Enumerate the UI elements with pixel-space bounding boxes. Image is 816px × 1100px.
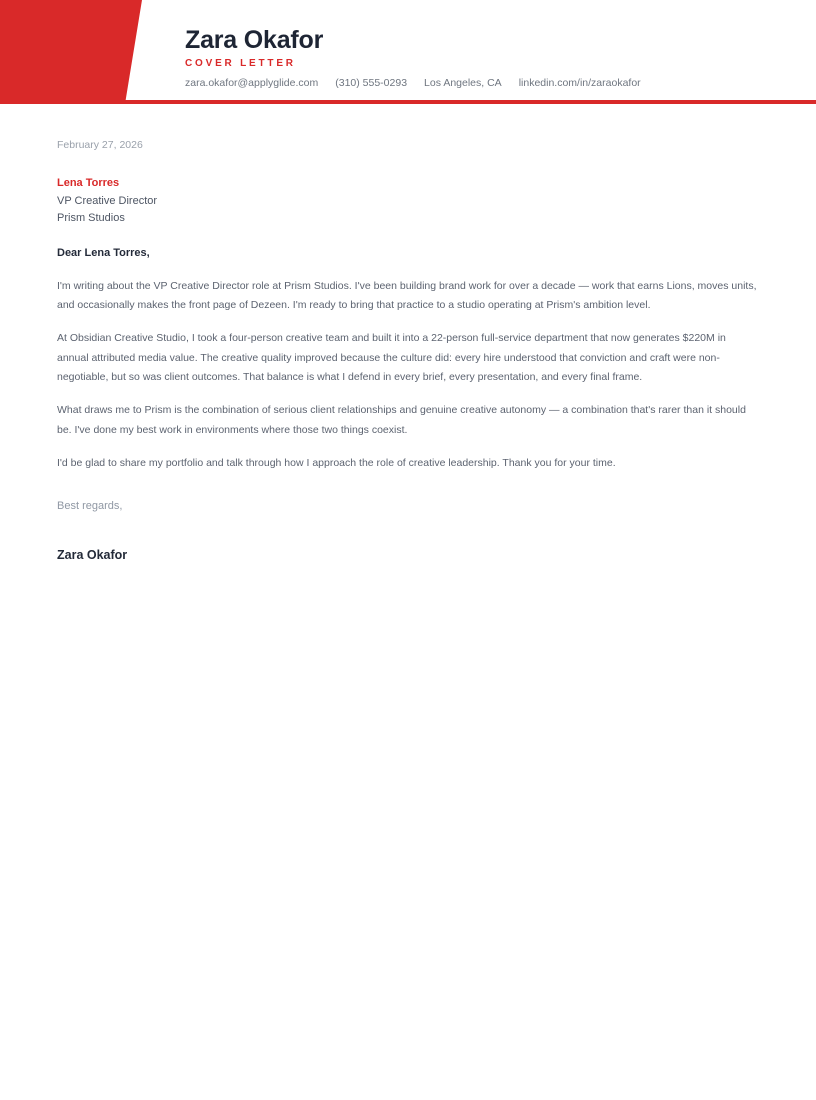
letterhead-content xyxy=(185,0,796,90)
recipient-block xyxy=(57,175,759,228)
contact-row xyxy=(185,77,796,90)
closing: Best regards, xyxy=(57,500,123,513)
letter-paragraph: What draws me to Prism is the combination of serious client relationships and genuine creative autonomy — a combination that's rarer than it should be. I've done my best work in environments where those two things coexist. xyxy=(57,404,746,436)
person-name: Zara Okafor xyxy=(185,26,324,54)
letter-paragraph: At Obsidian Creative Studio, I took a four-person creative team and built it into a 22-person full-service department that now generates $220M in annual attributed media value. The creative quality improved because the culture did: every hire understood that conviction and craft were non-negotiable, but so was client outcomes. That balance is what I defend in every brief, every presentation, and every final frame. xyxy=(57,332,726,383)
contact-linkedin: linkedin.com/in/zaraokafor xyxy=(518,77,641,89)
contact-email: zara.okafor@applyglide.com xyxy=(185,77,319,89)
document-subtitle: COVER LETTER xyxy=(185,58,296,69)
contact-phone: (310) 555-0293 xyxy=(335,77,408,89)
contact-location: Los Angeles, CA xyxy=(424,77,502,89)
recipient-title: VP Creative Director xyxy=(57,194,158,207)
signature-name: Zara Okafor xyxy=(57,548,128,563)
letterhead xyxy=(0,0,816,104)
letter-date: February 27, 2026 xyxy=(57,139,143,151)
letter-body xyxy=(0,104,816,565)
letter-paragraph: I'd be glad to share my portfolio and talk through how I approach the role of creative leadership. Thank you for your time. xyxy=(57,456,616,469)
red-accent-band xyxy=(0,0,142,104)
salutation: Dear Lena Torres, xyxy=(57,246,150,259)
letter-paragraph: I'm writing about the VP Creative Director role at Prism Studios. I've been building brand work for over a decade — work that earns Lions, moves units, and occasionally makes the front page of Dezeen. I'm ready to bring that practice to a studio operating at Prism's ambition level. xyxy=(57,279,757,312)
recipient-name: Lena Torres xyxy=(57,177,120,189)
recipient-company: Prism Studios xyxy=(57,212,125,225)
